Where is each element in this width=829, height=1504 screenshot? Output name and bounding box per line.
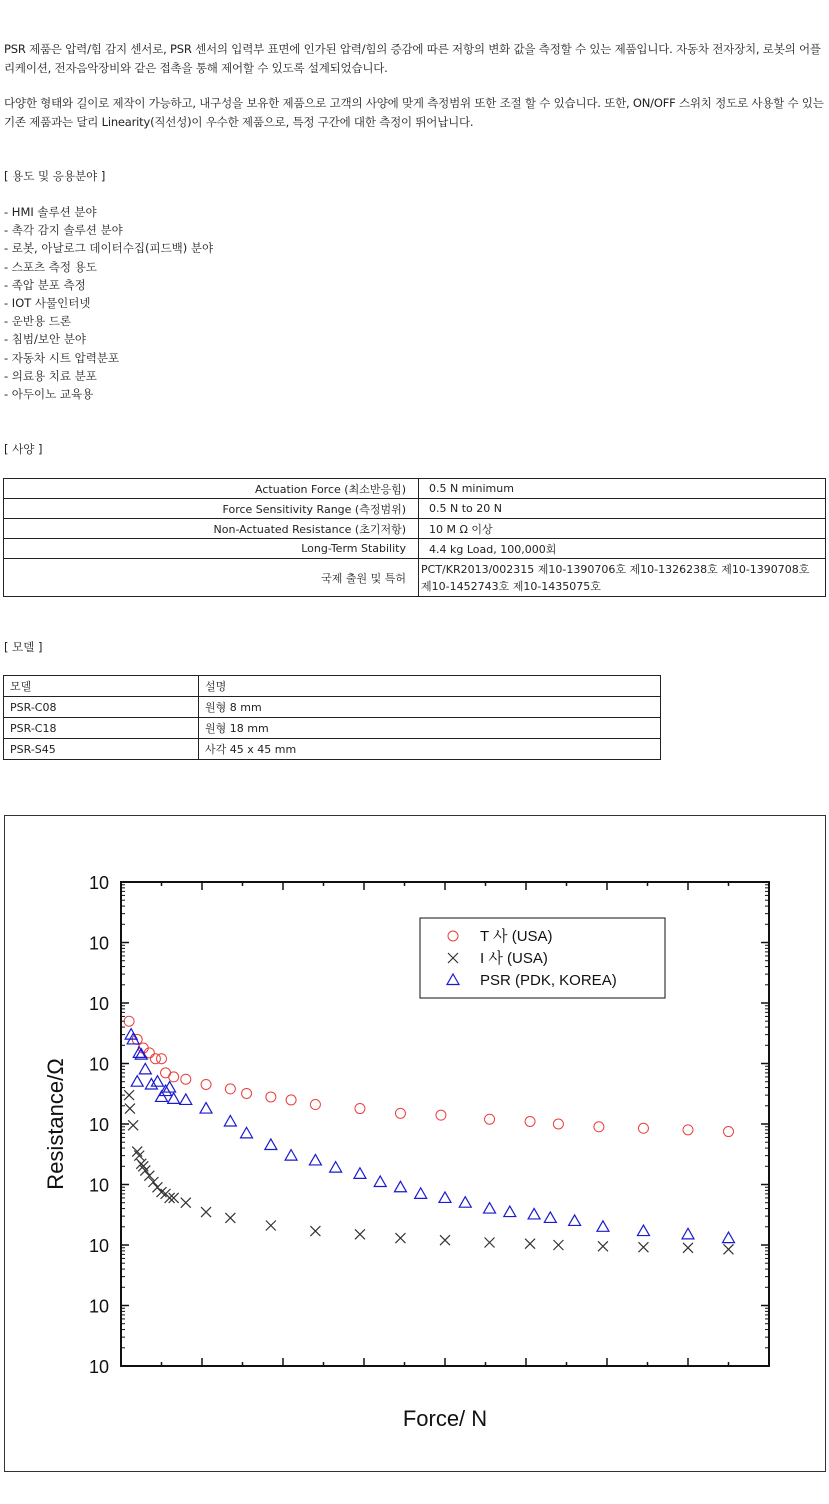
data-point	[150, 1054, 160, 1064]
data-point	[439, 1192, 451, 1203]
list-item: - 로봇, 아날로그 데이터수집(피드백) 분야	[4, 241, 214, 256]
list-item: - 운반용 드론	[4, 314, 72, 329]
intro-paragraph-1: PSR 제품은 압력/힘 감지 센서로, PSR 센서의 입력부 표면에 인가된 압력/힘의 증감에 따른 저항의 변화 값을 측정할 수 있는 제품입니다. 자동차 전자장치, 로봇의 어플리케이션, 전자음악장비와 같은 접촉을 통해 제어할 수 있도록 설계되었습니다.	[4, 42, 821, 75]
data-point	[201, 1207, 211, 1217]
data-point	[310, 1226, 320, 1236]
data-point	[131, 1076, 143, 1087]
model-name: PSR-C08	[4, 697, 199, 718]
data-point	[164, 1082, 176, 1093]
spec-label: 국제 출원 및 특허	[4, 559, 419, 597]
model-table	[3, 675, 661, 760]
model-name: PSR-C18	[4, 718, 199, 739]
data-point	[569, 1215, 581, 1226]
list-item: - 자동차 시트 압력분포	[4, 350, 120, 365]
data-point	[459, 1197, 471, 1208]
data-point	[330, 1162, 342, 1173]
chart-frame	[4, 815, 826, 1472]
data-point	[394, 1181, 406, 1192]
spec-table	[3, 478, 826, 597]
legend-entry-psr: PSR (PDK, KOREA)	[480, 972, 617, 989]
series-i	[124, 1090, 733, 1254]
table-row	[4, 519, 826, 539]
data-point	[638, 1242, 648, 1252]
data-point	[525, 1239, 535, 1249]
data-point	[436, 1110, 446, 1120]
data-point	[724, 1244, 734, 1254]
data-point	[286, 1095, 296, 1105]
intro-paragraph-2: 다양한 형태와 길이로 제작이 가능하고, 내구성을 보유한 제품으로 고객의 사양에 맞게 측정범위 또한 조절 할 수 있습니다. 또한, ON/OFF 스위치 정도로 사용할 수 있는 기존 제품과는 달리 Linearity(직선성)이 우수한 제품으로, 특정 구간에 대한 측정이 뛰어납니다.	[4, 96, 824, 129]
data-point	[139, 1063, 151, 1074]
data-point	[310, 1100, 320, 1110]
model-desc: 사각 45 x 45 mm	[199, 739, 661, 760]
data-point	[683, 1243, 693, 1253]
data-point	[124, 1090, 134, 1100]
data-point	[242, 1088, 252, 1098]
y-tick-base: 10	[88, 873, 109, 893]
list-item: - HMI 솔루션 분야	[4, 205, 97, 219]
y-tick-base: 10	[88, 933, 109, 954]
y-tick-label	[89, 1357, 109, 1377]
table-row	[4, 559, 826, 597]
table-row	[4, 499, 826, 519]
list-item: - 족압 분포 측정	[4, 277, 86, 292]
y-tick-base: 10	[88, 1357, 109, 1377]
y-tick-label	[89, 1055, 109, 1075]
list-item: - 침범/보안 분야	[4, 332, 86, 347]
spec-value: 4.4 kg Load, 100,000회	[419, 539, 826, 559]
uses-list	[4, 203, 213, 403]
data-point	[594, 1122, 604, 1132]
data-point	[637, 1225, 649, 1236]
spec-value: 10 M Ω 이상	[419, 519, 826, 539]
data-point	[285, 1150, 297, 1161]
data-point	[553, 1119, 563, 1129]
data-point	[225, 1084, 235, 1094]
spec-label: Actuation Force (최소반응힘)	[4, 479, 419, 499]
data-point	[169, 1072, 179, 1082]
series-t	[124, 1016, 733, 1136]
spec-value: PCT/KR2013/002315 제10-1390706호 제10-1326238호 제10-1390708호 제10-1452743호 제10-1435075호	[419, 559, 826, 597]
data-point	[598, 1241, 608, 1251]
data-point	[485, 1114, 495, 1124]
spec-label: Non-Actuated Resistance (초기저항)	[4, 519, 419, 539]
data-point	[128, 1120, 138, 1130]
legend	[420, 918, 665, 998]
data-point	[415, 1188, 427, 1199]
data-point	[544, 1212, 556, 1223]
data-point	[440, 1235, 450, 1245]
resistance-force-chart	[5, 816, 825, 1471]
data-point	[180, 1094, 192, 1105]
y-tick-base: 10	[88, 1296, 109, 1317]
table-row	[4, 739, 661, 760]
data-point	[157, 1187, 167, 1197]
data-point	[200, 1103, 212, 1114]
data-point	[266, 1092, 276, 1102]
list-item: - 아두이노 교육용	[4, 387, 94, 402]
data-point	[132, 1147, 142, 1157]
data-point	[181, 1198, 191, 1208]
data-point	[683, 1125, 693, 1135]
table-row	[4, 479, 826, 499]
list-item: - 의료용 치료 분포	[4, 368, 97, 383]
data-point	[265, 1139, 277, 1150]
data-point	[504, 1206, 516, 1217]
table-row	[4, 718, 661, 739]
x-axis-label: Force/ N	[402, 1406, 488, 1431]
series-psr	[125, 1029, 734, 1243]
model-name: PSR-S45	[4, 739, 199, 760]
y-tick-label	[89, 1176, 109, 1196]
data-point	[638, 1123, 648, 1133]
data-point	[597, 1221, 609, 1232]
y-tick-label	[89, 1297, 109, 1317]
uses-heading: [ 용도 및 응용분야 ]	[4, 169, 106, 183]
spec-label: Long-Term Stability	[4, 539, 419, 559]
list-item: - 촉각 감지 솔루션 분야	[4, 223, 123, 238]
y-tick-label	[89, 1115, 109, 1135]
data-point	[395, 1233, 405, 1243]
data-point	[395, 1108, 405, 1118]
data-point	[157, 1054, 167, 1064]
y-tick-label	[89, 873, 109, 893]
data-point	[309, 1154, 321, 1165]
table-header-row	[4, 676, 661, 697]
data-point	[724, 1127, 734, 1137]
data-point	[354, 1168, 366, 1179]
data-point	[148, 1177, 158, 1187]
data-point	[682, 1228, 694, 1239]
y-axis-label: Resistance/Ω	[43, 1058, 68, 1190]
spec-heading: [ 사양 ]	[4, 442, 43, 456]
y-tick-base: 10	[88, 1175, 109, 1196]
data-point	[225, 1213, 235, 1223]
data-point	[134, 1151, 144, 1161]
data-point	[528, 1208, 540, 1219]
y-tick-base: 10	[88, 1054, 109, 1075]
spec-value: 0.5 N minimum	[419, 479, 826, 499]
y-tick-label	[89, 934, 109, 954]
data-point	[484, 1203, 496, 1214]
y-tick-label	[89, 1236, 109, 1256]
table-row	[4, 697, 661, 718]
data-point	[355, 1104, 365, 1114]
data-point	[525, 1116, 535, 1126]
legend-entry-t: T 사 (USA)	[480, 928, 553, 945]
legend-entry-i: I 사 (USA)	[480, 950, 548, 967]
y-tick-labels	[89, 873, 109, 1377]
column-header-desc: 설명	[199, 676, 661, 697]
model-desc: 원형 18 mm	[199, 718, 661, 739]
data-point	[201, 1079, 211, 1089]
data-point	[124, 1016, 134, 1026]
column-header-model: 모델	[4, 676, 199, 697]
data-point	[168, 1093, 180, 1104]
models-heading: [ 모델 ]	[4, 640, 43, 654]
y-tick-label	[89, 994, 109, 1014]
y-tick-base: 10	[88, 994, 109, 1014]
data-point	[144, 1171, 154, 1181]
spec-value: 0.5 N to 20 N	[419, 499, 826, 519]
list-item: - 스포츠 측정 용도	[4, 259, 97, 274]
data-point	[241, 1127, 253, 1138]
series-points	[124, 1016, 734, 1254]
data-point	[723, 1232, 735, 1243]
y-tick-base: 10	[88, 1236, 109, 1256]
data-point	[266, 1221, 276, 1231]
table-row	[4, 539, 826, 559]
data-point	[355, 1229, 365, 1239]
data-point	[374, 1176, 386, 1187]
model-desc: 원형 8 mm	[199, 697, 661, 718]
data-point	[181, 1074, 191, 1084]
list-item: - IOT 사물인터넷	[4, 296, 91, 311]
spec-label: Force Sensitivity Range (측정범위)	[4, 499, 419, 519]
data-point	[485, 1237, 495, 1247]
data-point	[224, 1115, 236, 1126]
y-tick-base: 10	[88, 1115, 109, 1135]
data-point	[553, 1240, 563, 1250]
data-point	[125, 1104, 135, 1114]
